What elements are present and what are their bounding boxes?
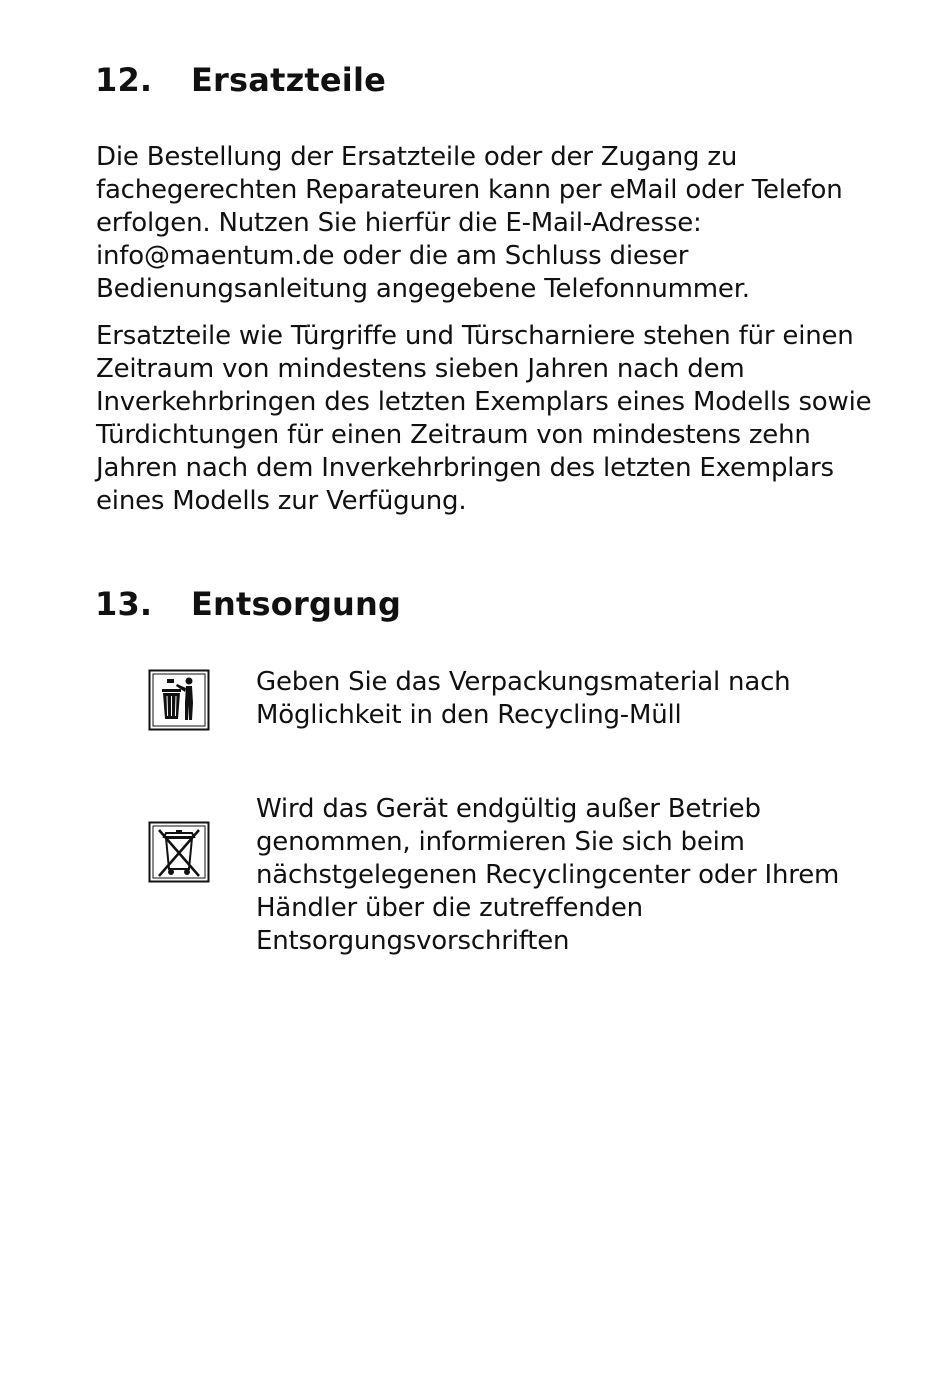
disposal-text-device: Wird das Gerät endgültig außer Betrieb genommen, informieren Sie sich beim nächstgelegenen Recyclingcenter oder Ihrem Händler über die zutreffenden Entsorgungsvorschriften	[256, 794, 840, 956]
section-12-heading	[95, 61, 387, 99]
crossed-out-wheelie-bin-icon	[148, 821, 210, 883]
recycle-bin-icon	[148, 669, 210, 731]
section-12-number: 12.	[95, 61, 153, 99]
section-12-paragraph-2: Ersatzteile wie Türgriffe und Türscharniere stehen für einen Zeitraum von mindestens sieben Jahren nach dem Inverkehrbringen des letzten Exemplars eines Modells sowie Türdichtungen für einen Zeitraum von mindestens zehn Jahren nach dem Inverkehrbringen des letzten Exemplars eines Modells zur Verfügung.	[96, 321, 872, 516]
section-12-title: Ersatzteile	[191, 61, 387, 99]
disposal-text-packaging: Geben Sie das Verpackungsmaterial nach Möglichkeit in den Recycling-Müll	[256, 667, 791, 730]
section-13-title: Entsorgung	[191, 585, 402, 623]
section-13-number: 13.	[95, 585, 153, 623]
section-13-heading	[95, 585, 402, 623]
section-12-paragraph-1: Die Bestellung der Ersatzteile oder der Zugang zu fachegerechten Reparateuren kann per eMail oder Telefon erfolgen. Nutzen Sie hierfür die E-Mail-Adresse: info@maentum.de oder die am Schluss dieser Bedienungsanleitung angegebene Telefonnummer.	[96, 142, 843, 304]
